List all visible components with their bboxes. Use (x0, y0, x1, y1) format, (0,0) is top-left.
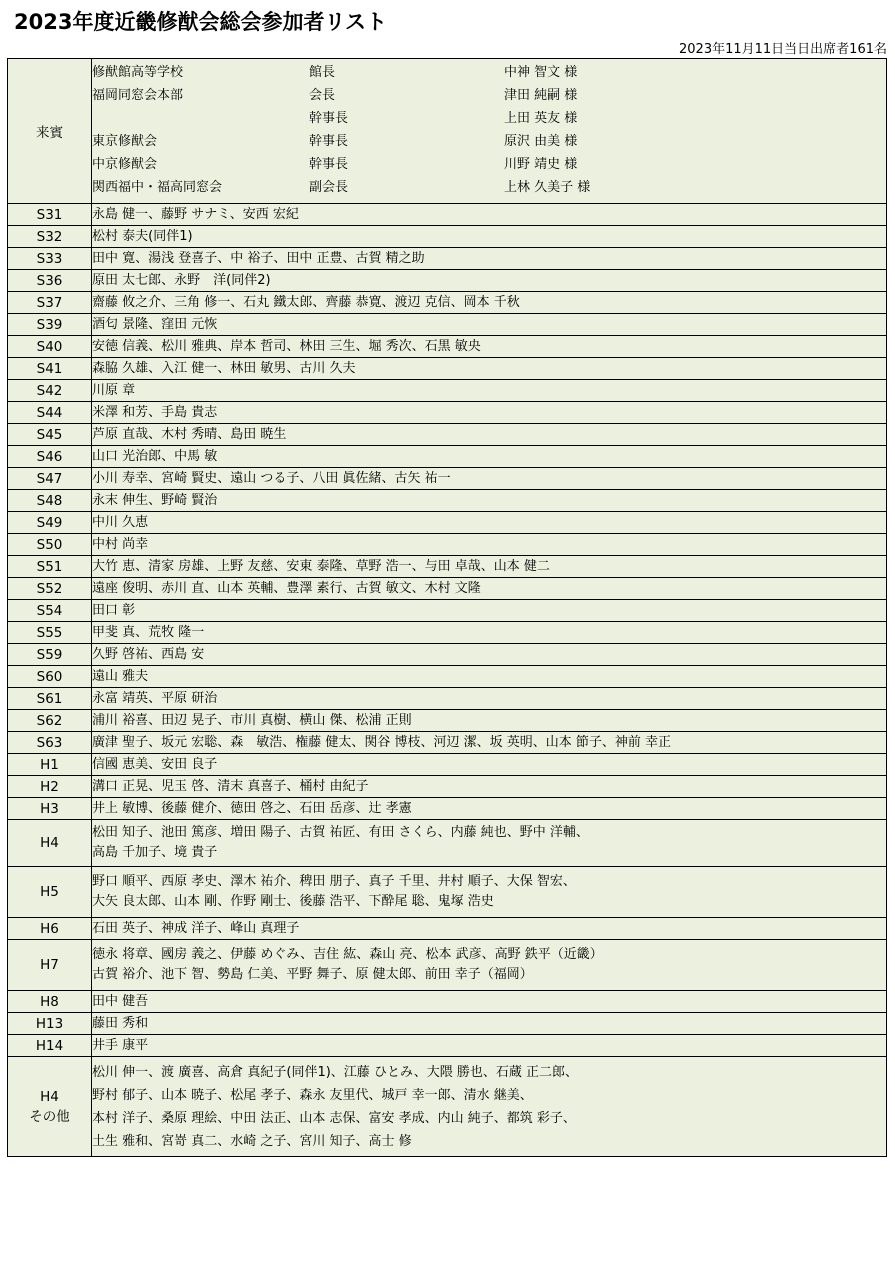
table-row (8, 644, 887, 666)
attendee-names-cell (92, 358, 887, 380)
attendee-names-line: 大竹 恵、清家 房雄、上野 友慈、安東 泰隆、草野 浩一、与田 卓哉、山本 健二 (92, 558, 550, 574)
attendee-names-line: 永末 伸生、野崎 賢治 (92, 492, 218, 508)
table-row (8, 556, 887, 578)
attendee-names-line: 田口 彰 (92, 602, 136, 618)
class-year-cell: S51 (8, 556, 92, 578)
attendee-names-cell (92, 991, 887, 1013)
attendee-names-cell (92, 292, 887, 314)
attendee-names-line: 小川 寿幸、宮崎 賢史、遠山 つる子、八田 眞佐緒、古矢 祐一 (92, 470, 451, 486)
table-row (8, 688, 887, 710)
guest-name: 上林 久美子 様 (504, 180, 591, 195)
class-year-cell: S59 (8, 644, 92, 666)
attendee-names-cell (92, 710, 887, 732)
attendee-names-line: 永島 健一、藤野 サナミ、安西 宏紀 (92, 206, 299, 222)
attendee-names-line: 野口 順平、西原 孝史、澤木 祐介、稗田 朋子、真子 千里、井村 順子、大保 智宏、 (92, 874, 576, 889)
attendee-names-cell (92, 402, 887, 424)
class-year-cell: S46 (8, 446, 92, 468)
class-year-cell: S52 (8, 578, 92, 600)
attendee-table (7, 58, 887, 1157)
table-row (8, 732, 887, 754)
class-year-cell: S40 (8, 336, 92, 358)
guest-label: 来賓 (36, 125, 63, 141)
guest-name: 川野 靖史 様 (504, 157, 578, 172)
attendee-names-line: 川原 章 (92, 382, 136, 398)
table-row (8, 468, 887, 490)
attendee-names-line: 松田 知子、池田 篤彦、増田 陽子、古賀 祐匠、有田 さくら、内藤 純也、野中 洋輔、 (92, 825, 589, 840)
guest-row (8, 59, 887, 204)
table-row (8, 578, 887, 600)
attendee-names-line: 石田 英子、神成 洋子、峰山 真理子 (92, 920, 300, 936)
attendee-names-line: 本村 洋子、桑原 理絵、中田 法正、山本 志保、富安 孝成、内山 純子、都筑 彩子、 (92, 1110, 576, 1126)
attendee-names-cell (92, 644, 887, 666)
table-row (8, 358, 887, 380)
class-year-cell: H3 (8, 798, 92, 820)
class-year-cell: H4 (8, 820, 92, 867)
guest-list (92, 59, 886, 203)
class-year-cell: S60 (8, 666, 92, 688)
attendee-names-cell (92, 1035, 887, 1057)
attendee-names-cell (92, 940, 887, 991)
attendee-names-line: 大矢 良太郎、山本 剛、作野 剛士、後藤 浩平、下酔尾 聡、鬼塚 浩史 (92, 894, 494, 909)
guest-name: 中神 智文 様 (504, 65, 578, 80)
class-year-cell: S31 (8, 204, 92, 226)
attendee-names-line: 永富 靖英、平原 研治 (92, 690, 218, 706)
attendee-names-cell (92, 556, 887, 578)
guest-entry (92, 176, 886, 199)
table-row (8, 402, 887, 424)
table-row (8, 204, 887, 226)
table-row (8, 534, 887, 556)
table-row (8, 314, 887, 336)
class-year-cell: S54 (8, 600, 92, 622)
guest-list-cell (92, 59, 887, 204)
attendee-names-cell (92, 314, 887, 336)
class-year-cell: S42 (8, 380, 92, 402)
class-year-cell: S63 (8, 732, 92, 754)
attendee-names-cell (92, 424, 887, 446)
attendance-note: 2023年11月11日当日出席者161名 (679, 42, 887, 57)
table-row (8, 867, 887, 918)
others-names-cell (92, 1057, 887, 1157)
attendee-names-line: 松村 泰夫(同伴1) (92, 228, 193, 244)
guest-role: 幹事長 (309, 134, 349, 149)
table-row (8, 270, 887, 292)
guest-entry (92, 61, 886, 84)
attendee-names-cell (92, 512, 887, 534)
table-row (8, 776, 887, 798)
attendee-names-line: 徳永 将章、國房 義之、伊藤 めぐみ、吉住 紘、森山 亮、松本 武彦、高野 鉄平（近畿） (92, 947, 603, 962)
attendee-names-cell (92, 754, 887, 776)
table-row (8, 940, 887, 991)
class-year-cell: S62 (8, 710, 92, 732)
guest-name: 上田 英友 様 (504, 111, 578, 126)
guest-label-cell (8, 59, 92, 204)
attendee-names-line: 田中 健吾 (92, 993, 149, 1009)
guest-role: 幹事長 (309, 157, 349, 172)
others-label-year: H4 (40, 1088, 59, 1105)
class-year-cell: H7 (8, 940, 92, 991)
attendee-names-cell (92, 490, 887, 512)
table-row (8, 1013, 887, 1035)
class-year-cell: S39 (8, 314, 92, 336)
table-row (8, 666, 887, 688)
attendee-names-cell (92, 270, 887, 292)
attendee-names-line: 米澤 和芳、手島 貴志 (92, 404, 218, 420)
attendee-names-cell (92, 468, 887, 490)
attendee-names-line: 井手 康平 (92, 1037, 149, 1053)
class-year-cell: S50 (8, 534, 92, 556)
guest-organization: 修猷館高等学校 (92, 65, 184, 80)
table-row (8, 798, 887, 820)
attendee-names-cell (92, 666, 887, 688)
class-year-cell: H5 (8, 867, 92, 918)
attendee-names-line: 松川 伸一、渡 廣喜、高倉 真紀子(同伴1)、江藤 ひとみ、大隈 勝也、石蔵 正二郎、 (92, 1064, 578, 1080)
guest-role: 会長 (309, 88, 336, 103)
attendee-names-cell (92, 918, 887, 940)
table-row (8, 248, 887, 270)
guest-role: 幹事長 (309, 111, 349, 126)
attendee-names-cell (92, 336, 887, 358)
table-row (8, 622, 887, 644)
attendee-names-line: 齋藤 攸之介、三角 修一、石丸 鐵太郎、齊藤 恭寛、渡辺 克信、岡本 千秋 (92, 294, 520, 310)
guest-entry (92, 130, 886, 153)
table-row (8, 490, 887, 512)
attendee-names-cell (92, 688, 887, 710)
table-row (8, 991, 887, 1013)
class-year-cell: S47 (8, 468, 92, 490)
class-year-cell: H1 (8, 754, 92, 776)
guest-role: 館長 (309, 65, 336, 80)
attendee-names-cell (92, 534, 887, 556)
page-title: 2023年度近畿修猷会総会参加者リスト (14, 10, 388, 34)
table-row (8, 1035, 887, 1057)
table-row (8, 600, 887, 622)
attendee-names-line: 安徳 信義、松川 雅典、岸本 哲司、林田 三生、堀 秀次、石黒 敏央 (92, 338, 481, 354)
class-year-cell: S36 (8, 270, 92, 292)
attendee-names-line: 溝口 正晃、児玉 啓、清末 真喜子、桶村 由紀子 (92, 778, 369, 794)
attendee-names-line: 高島 千加子、境 貴子 (92, 845, 218, 860)
guest-name: 原沢 由美 様 (504, 134, 578, 149)
class-year-cell: H8 (8, 991, 92, 1013)
attendee-names-cell (92, 1013, 887, 1035)
guest-organization: 中京修猷会 (92, 157, 158, 172)
attendee-names-cell (92, 820, 887, 867)
class-year-cell: H13 (8, 1013, 92, 1035)
attendee-names-cell (92, 226, 887, 248)
attendee-names-cell (92, 248, 887, 270)
table-row (8, 226, 887, 248)
guest-organization: 関西福中・福高同窓会 (92, 180, 223, 195)
class-year-cell: S41 (8, 358, 92, 380)
guest-entry (92, 84, 886, 107)
class-year-cell: S49 (8, 512, 92, 534)
attendee-names-cell (92, 204, 887, 226)
table-row (8, 710, 887, 732)
attendee-names-line: 田中 寛、湯浅 登喜子、中 裕子、田中 正豊、古賀 精之助 (92, 250, 425, 266)
guest-organization: 東京修猷会 (92, 134, 158, 149)
attendee-names-line: 森脇 久雄、入江 健一、林田 敏男、古川 久夫 (92, 360, 356, 376)
attendee-names-line: 藤田 秀和 (92, 1015, 149, 1031)
attendee-names-cell (92, 446, 887, 468)
attendee-names-cell (92, 622, 887, 644)
attendee-names-line: 浦川 裕喜、田辺 晃子、市川 真樹、横山 傑、松浦 正則 (92, 712, 412, 728)
attendee-names-line: 中川 久恵 (92, 514, 149, 530)
guest-name: 津田 純嗣 様 (504, 88, 578, 103)
guest-entry (92, 153, 886, 176)
table-row (8, 336, 887, 358)
attendee-names-line: 山口 光治郎、中馬 敏 (92, 448, 218, 464)
table-row (8, 512, 887, 534)
class-year-cell: S32 (8, 226, 92, 248)
table-row (8, 754, 887, 776)
guest-organization: 福岡同窓会本部 (92, 88, 184, 103)
attendee-names-line: 遠山 雅夫 (92, 668, 149, 684)
table-row (8, 380, 887, 402)
class-year-cell: S37 (8, 292, 92, 314)
attendee-names-line: 中村 尚幸 (92, 536, 149, 552)
attendee-names-line: 酒匂 景隆、窪田 元恢 (92, 316, 218, 332)
attendee-names-line: 甲斐 真、荒牧 隆一 (92, 624, 205, 640)
table-row (8, 446, 887, 468)
attendee-names-cell (92, 578, 887, 600)
guest-role: 副会長 (309, 180, 349, 195)
attendee-names-cell (92, 732, 887, 754)
class-year-cell: S44 (8, 402, 92, 424)
others-label-text: その他 (29, 1108, 70, 1125)
attendee-names-cell (92, 798, 887, 820)
attendee-names-line: 久野 啓祐、西島 安 (92, 646, 205, 662)
attendee-names-cell (92, 600, 887, 622)
attendee-names-line: 廣津 聖子、坂元 宏聡、森 敏浩、権藤 健太、関谷 博枝、河辺 潔、坂 英明、山本 節子、神前 幸正 (92, 734, 672, 750)
class-year-cell: S55 (8, 622, 92, 644)
attendee-names-cell (92, 380, 887, 402)
attendee-names-line: 芦原 直哉、木村 秀晴、島田 暁生 (92, 426, 287, 442)
table-row (8, 918, 887, 940)
table-row (8, 820, 887, 867)
class-year-cell: H6 (8, 918, 92, 940)
attendee-names-cell (92, 867, 887, 918)
others-row (8, 1057, 887, 1157)
class-year-cell: S33 (8, 248, 92, 270)
attendee-names-line: 古賀 裕介、池下 智、勢島 仁美、平野 舞子、原 健太郎、前田 幸子（福岡） (92, 967, 533, 982)
attendee-table-body (8, 59, 887, 1157)
attendee-names-line: 遠座 俊明、赤川 直、山本 英輔、豊澤 素行、古賀 敏文、木村 文隆 (92, 580, 481, 596)
class-year-cell: S48 (8, 490, 92, 512)
attendee-names-line: 信國 恵美、安田 良子 (92, 756, 218, 772)
table-row (8, 424, 887, 446)
attendee-names-cell (92, 776, 887, 798)
class-year-cell: S45 (8, 424, 92, 446)
class-year-cell: S61 (8, 688, 92, 710)
attendee-names-line: 野村 郁子、山本 暁子、松尾 孝子、森永 友里代、城戸 幸一郎、清水 継美、 (92, 1087, 533, 1103)
guest-entry (92, 107, 886, 130)
class-year-cell: H14 (8, 1035, 92, 1057)
attendee-names-line: 井上 敏博、後藤 健介、徳田 啓之、石田 岳彦、辻 孝憲 (92, 800, 412, 816)
table-row (8, 292, 887, 314)
class-year-cell: H2 (8, 776, 92, 798)
others-label-cell (8, 1057, 92, 1157)
attendee-names-line: 原田 太七郎、永野 洋(同伴2) (92, 272, 271, 288)
attendee-names-line: 土生 雅和、宮嵜 真二、水崎 之子、宮川 知子、高士 修 (92, 1133, 412, 1149)
